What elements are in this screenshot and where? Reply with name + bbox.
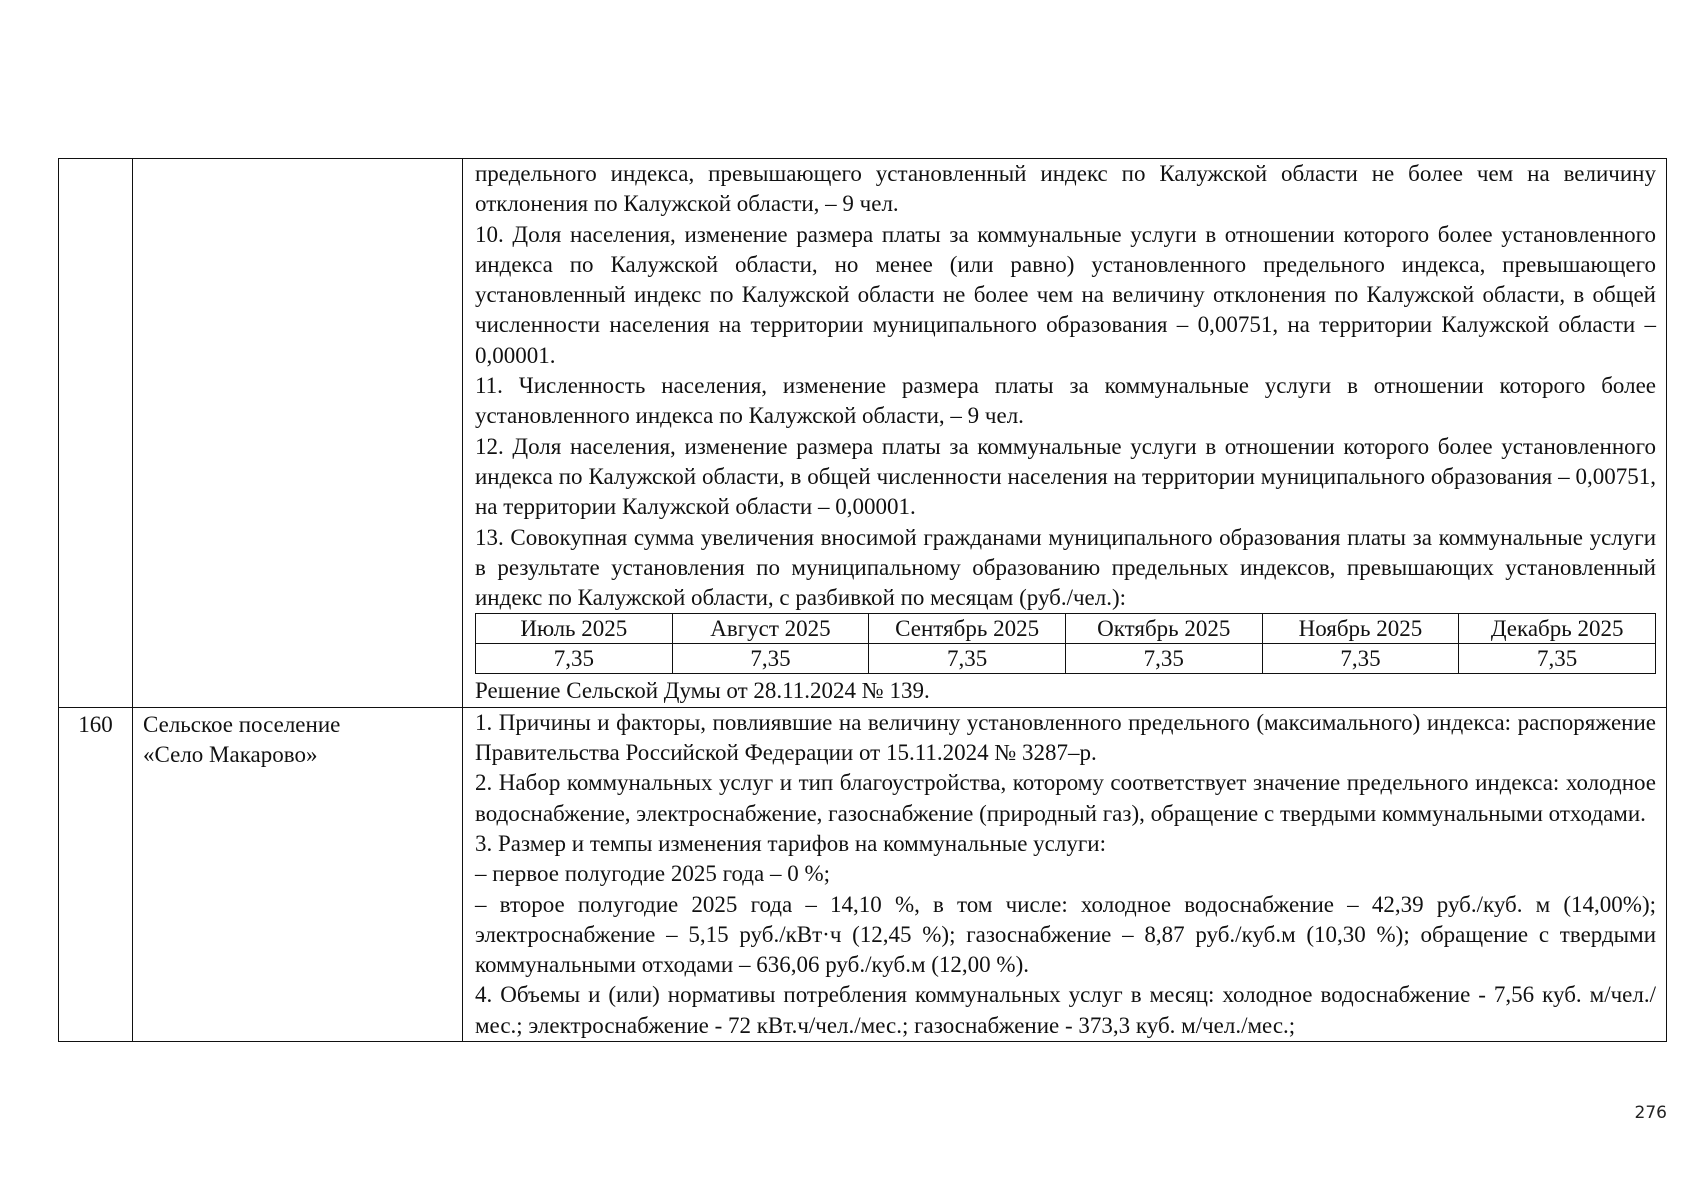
row-content-cell (463, 159, 1667, 708)
municipality-name-cell (133, 159, 463, 708)
paragraph: – второе полугодие 2025 года – 14,10 %, в том числе: холодное водоснабжение – 42,39 руб./куб. м (14,00%); электроснабжение – 5,15 руб./кВт·ч (12,45 %); газоснабжение – 8,87 руб./куб.м (10,30 %); обращение с твердыми коммунальными отходами – 636,06 руб./куб.м (12,00 %). (475, 891, 1656, 978)
month-value: 7,35 (1262, 644, 1459, 674)
municipality-name-line: «Село Макарово» (143, 741, 318, 767)
month-value: 7,35 (672, 644, 869, 674)
page-number: 276 (1634, 1103, 1667, 1123)
paragraph: 4. Объемы и (или) нормативы потребления коммунальных услуг в месяц: холодное водоснабжение - 7,56 куб. м/чел./мес.; электроснабжение - 72 кВт.ч/чел./мес.; газоснабжение - 373,3 куб. м/чел./мес.; (475, 982, 1656, 1038)
row-number-cell (59, 159, 133, 708)
paragraph: предельного индекса, превышающего установленный индекс по Калужской области не более чем на величину отклонения по Калужской области, – 9 чел. (475, 161, 1656, 217)
month-values-row (476, 644, 1656, 674)
row-content-cell (463, 707, 1667, 1041)
paragraph: 2. Набор коммунальных услуг и тип благоустройства, которому соответствует значение предельного индекса: холодное водоснабжение, электроснабжение, газоснабжение (природный газ), обращение с твердыми коммунальными отходами. (475, 770, 1656, 826)
month-value: 7,35 (1065, 644, 1262, 674)
paragraph: – первое полугодие 2025 года – 0 %; (475, 861, 831, 887)
month-value: 7,35 (476, 644, 673, 674)
municipality-name-line: Сельское поселение (143, 711, 341, 737)
row-number-cell: 160 (59, 707, 133, 1041)
municipality-name-cell (133, 707, 463, 1041)
month-header: Июль 2025 (476, 614, 673, 644)
month-header: Декабрь 2025 (1459, 614, 1656, 644)
month-value: 7,35 (1459, 644, 1656, 674)
paragraph: 13. Совокупная сумма увеличения вносимой гражданами муниципального образования платы за коммунальные услуги в результате установления по муниципальному образованию предельных индексов, превышающих установленный индекс по Калужской области, с разбивкой по месяцам (руб./чел.): (475, 524, 1656, 611)
month-header: Октябрь 2025 (1065, 614, 1262, 644)
paragraph: 10. Доля населения, изменение размера платы за коммунальные услуги в отношении которого более установленного индекса по Калужской области, но менее (или равно) установленного предельного индекса, превышающего установленный индекс по Калужской области не более чем на величину отклонения по Калужской области, в общей численности населения на территории муниципального образования – 0,00751, на территории Калужской области – 0,00001. (475, 221, 1656, 368)
month-header: Ноябрь 2025 (1262, 614, 1459, 644)
decision-reference: Решение Сельской Думы от 28.11.2024 № 139. (475, 678, 930, 704)
tariff-table (58, 158, 1667, 1042)
monthly-amounts-table (475, 613, 1656, 674)
table-row (59, 159, 1667, 708)
month-header: Сентябрь 2025 (869, 614, 1066, 644)
months-header-row (476, 614, 1656, 644)
table-row (59, 707, 1667, 1041)
month-value: 7,35 (869, 644, 1066, 674)
month-header: Август 2025 (672, 614, 869, 644)
paragraph: 12. Доля населения, изменение размера платы за коммунальные услуги в отношении которого более установленного индекса по Калужской области, в общей численности населения на территории муниципального образования – 0,00751, на территории Калужской области – 0,00001. (475, 433, 1656, 520)
paragraph: 1. Причины и факторы, повлиявшие на величину установленного предельного (максимального) индекса: распоряжение Правительства Российской Федерации от 15.11.2024 № 3287–р. (475, 709, 1656, 766)
paragraph: 11. Численность населения, изменение размера платы за коммунальные услуги в отношении которого более установленного индекса по Калужской области, – 9 чел. (475, 373, 1656, 429)
paragraph: 3. Размер и темпы изменения тарифов на коммунальные услуги: (475, 830, 1106, 856)
